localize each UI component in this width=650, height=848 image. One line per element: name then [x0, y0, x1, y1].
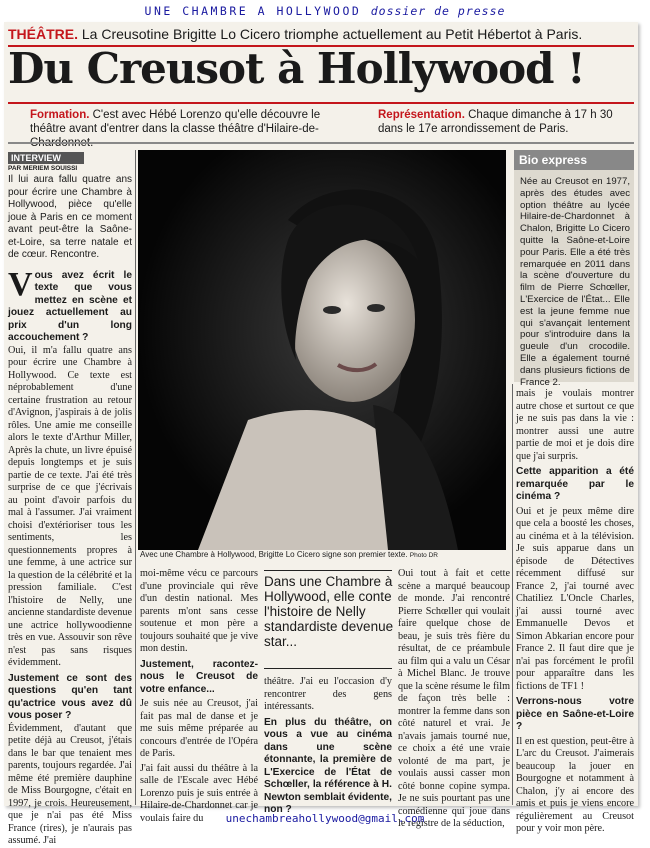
question-4: En plus du théâtre, on vous a vue au cinéma dans une scène étonnante, la première de L'Exercice de l'État de Schœller, la référence à H. Newton semblait évidente, non ?: [264, 716, 392, 815]
subhead-representation-label: Représentation.: [378, 109, 465, 121]
answer-3-end: théâtre. J'ai eu l'occasion d'y rencontrer des gens intéressants.: [264, 676, 392, 712]
bio-title: Bio express: [514, 150, 634, 170]
dropcap: V: [8, 265, 33, 303]
question-6: Verrons-nous votre pièce en Saône-et-Loire ?: [516, 696, 634, 732]
subhead-representation-text: Chaque dimanche à 17 h 30 dans le 17e arrondissement de Paris.: [378, 109, 613, 135]
column-divider: [135, 150, 136, 805]
question-1: [8, 265, 132, 345]
answer-1: Oui, il m'a fallu quatre ans pour écrire une Chambre à Hollywood. Ce texte est néprobablement d'une certaine frustration au retour d'Avignon, j'aspirais à de jolis rôles. Une amie me conseille alors le texte d'Arthur Miller, Après la chute, un livre épuisé depuis longtemps et je suis partie de ce texte. J'ai été très surprise de ce que j'écrivais au point d'avoir parfois du mal à l'assumer. J'ai vraiment choisi d'extérioriser tous les sentiments, les questionnements propres à une femme, à une actrice sur la question de la célébrité et la pression familiale. C'est l'histoire de Nelly, une ancienne standardiste devenue une actrice hollywoodienne très en vue. Assouvir son rêve n'est pas sans risques évidemment.: [8, 344, 132, 668]
portrait-illustration: [138, 150, 506, 550]
kicker-line: [8, 26, 634, 42]
quote-rule-bottom: [264, 668, 392, 669]
photo-caption: [140, 550, 510, 559]
kicker-text: La Creusotine Brigitte Lo Cicero triomphe actuellement au Petit Hébertot à Paris.: [78, 26, 583, 42]
subhead-representation: [378, 108, 633, 136]
caption-text: Avec une Chambre à Hollywood, Brigitte Lo Cicero signe son premier texte.: [140, 550, 408, 559]
question-2: Justement ce sont des questions qu'en tant qu'actrice vous avez dû vous poser ?: [8, 672, 132, 721]
column-1: [8, 174, 132, 846]
intro-paragraph: Il lui aura fallu quatre ans pour écrire une Chambre à Hollywood, pièce qu'elle joue à Paris en ce moment avant peut-être la Saône-et-Loire, sa terre natale et de cœur. Rencontre.: [8, 174, 132, 260]
column-3: [264, 676, 392, 815]
press-kit-title: UNE CHAMBRE A HOLLYWOOD: [144, 4, 362, 18]
question-1-text: ous avez écrit le texte que vous mettez en scène et jouez actuellement au prix d'un long accouchement ?: [8, 269, 132, 343]
kicker-label: THÉÂTRE.: [8, 26, 78, 42]
press-kit-header: [0, 4, 650, 18]
contact-email[interactable]: unechambreahollywood@gmail.com: [225, 812, 425, 825]
byline: PAR MERIEM SOUISSI: [8, 165, 78, 172]
answer-4-continued: mais je voulais montrer autre chose et surtout ce que je ne suis pas dans la vie : montrer aussi une autre partie de moi et je dois dire que j'ai surpris.: [516, 388, 634, 462]
press-kit-subtitle: dossier de presse: [370, 4, 506, 18]
answer-3-continued: J'ai fait aussi du théâtre à la salle de l'Escale avec Hébé Lorenzo puis je suis entrée à Hilaire-de-Chardonnet car je voulais faire du: [140, 762, 258, 824]
bio-text: Née au Creusot en 1977, après des études avec option théâtre au lycée Hilaire-de-Chardonnet à Chalon, Brigitte Lo Cicero quitte la Saône-et-Loire pour Paris. Elle a été très remarquée en 2011 dans la scène d'ouverture du film de Pierre Schœller, L'Exercice de l'État... Elle est la jeune femme nue qui s'avançait lentement pour s'introduire dans la gueule d'un crocodile. Elle a également tourné dans plusieurs fictions de France 2.: [520, 176, 630, 388]
column-4: [398, 568, 510, 829]
answer-5: Oui et je peux même dire que cela a boosté les choses, au cinéma et à la télévision. Je suis apparue dans un épisode de Détectives récemment diffusé sur France 2, j'ai tourné avec Chatiliez L'Oncle Charles, j'ai aussi tourné avec Emmanuelle Devos et Simon Abkarian encore pour France 2. Il faut dire que je n'ai pas forcément le profil pour apparaître dans les fictions de TF1 !: [516, 505, 634, 692]
answer-6: Il en est question, peut-être à L'arc du Creusot. J'aimerais beaucoup la jouer en Bourgogne et notamment à Chalon, j'y ai encore des amis et puis je viens encore régulièrement au Creusot pour y voir mon père.: [516, 735, 634, 834]
answer-2: Évidemment, d'autant que petite déjà au Creusot, j'étais dans le bar que tenaient mes parents, toujours regardée. J'ai même été première dauphine de Miss Bourgogne, c'était en 1997, je crois. Heureusement, que je n'ai pas été Miss France (rires), je n'aurais pas assumé. J'ai: [8, 722, 132, 846]
answer-3: Je suis née au Creusot, j'ai fait pas mal de danse et je me suis même préparée au concours d'entrée de l'Opéra de Paris.: [140, 698, 258, 759]
answer-4: Oui tout à fait et cette scène a marqué beaucoup de monde. J'ai rencontré Pierre Schœller qui voulait faire quelque chose de beau, je suis très fière du résultat, de ce préambule au film qui a valu un César à Michel Blanc. Je trouve que la scène résume le film de façon très belle : montrer la femme dans son côté naturel et vrai. Je n'avais jamais tourné nue, ce choix a été une vraie volonté de ma part, je voulais aussi casser mon côté bonne copine sympa. Je ne suis pourtant pas une comédienne qui joue dans le registre de la séduction,: [398, 568, 510, 829]
question-5: Cette apparition a été remarquée par le cinéma ?: [516, 466, 634, 502]
subhead-formation-label: Formation.: [30, 109, 90, 121]
answer-2-continued: moi-même vécu ce parcours d'une provinciale qui rêve d'un destin national. Mes parents m'ont sans cesse soutenue et mon père a toujours souhaité que je vive mon destin.: [140, 568, 258, 654]
portrait-photo: [138, 150, 506, 550]
quote-rule-top: [264, 570, 392, 571]
column-2: [140, 568, 258, 824]
interview-tag: INTERVIEW: [8, 152, 84, 164]
subhead-formation-text: C'est avec Hébé Lorenzo qu'elle découvre le théâtre avant d'entrer dans la classe théâtre d'Hilaire-de-: [30, 109, 321, 135]
subhead-rule: [8, 142, 634, 144]
pull-quote: Dans une Chambre à Hollywood, elle conte l'histoire de Nelly standardiste devenue star...: [264, 574, 394, 649]
column-divider-right: [512, 384, 513, 805]
article-headline: Du Creusot à Hollywood !: [8, 44, 585, 93]
photo-credit: Photo DR: [409, 552, 438, 559]
question-3: Justement, racontez-nous le Creusot de votre enfance...: [140, 658, 258, 695]
column-5: [516, 388, 634, 834]
headline-red-rule: [8, 102, 634, 104]
